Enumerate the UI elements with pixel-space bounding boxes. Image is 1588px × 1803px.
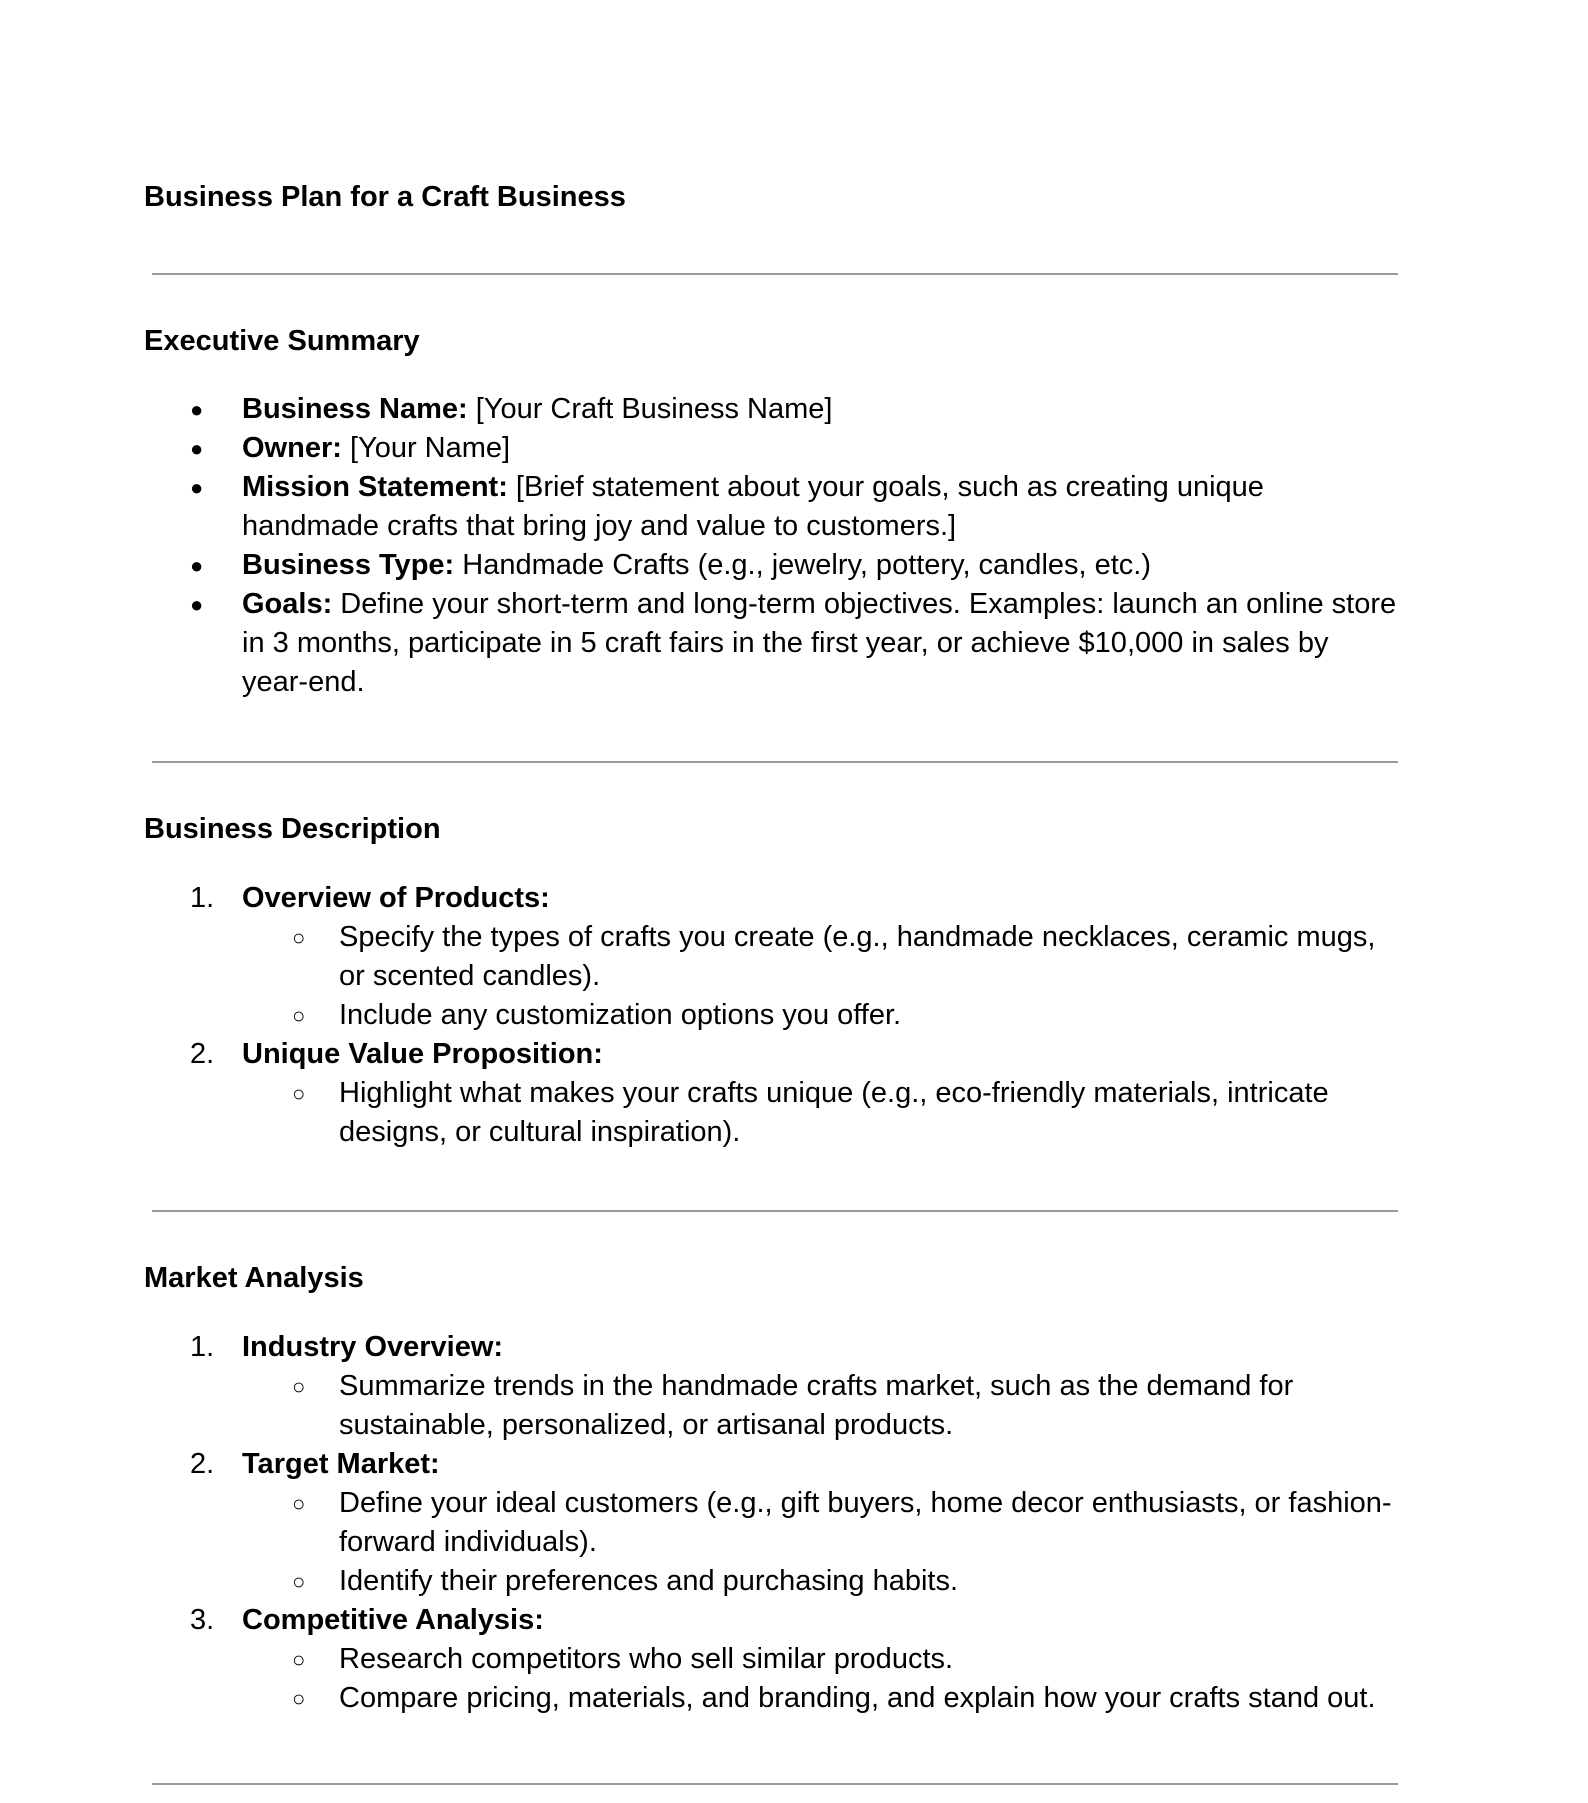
- sublist: [0, 918, 1588, 1035]
- item-text: [Your Name]: [341, 432, 511, 464]
- circle-bullet-icon: ○: [292, 1081, 306, 1106]
- sublist: [0, 1074, 1588, 1152]
- item-label: Business Type:: [242, 549, 455, 581]
- sublist-item: ○ Define your ideal customers (e.g., gift buyers, home decor enthusiasts, or fashion-forward individuals).: [0, 1484, 1588, 1562]
- horizontal-rule: [152, 273, 1398, 275]
- list-item-industry-overview: [0, 1328, 1588, 1445]
- circle-bullet-icon: ○: [292, 1686, 306, 1711]
- item-label: Industry Overview:: [242, 1331, 504, 1363]
- bullet-icon: ●: [190, 553, 204, 578]
- executive-summary-heading: Executive Summary: [144, 325, 420, 357]
- list-item-overview-of-products: [0, 879, 1588, 1035]
- list-number: 2.: [190, 1038, 215, 1070]
- item-text: Handmade Crafts (e.g., jewelry, pottery, candles, etc.): [454, 549, 1152, 581]
- item-label: Business Name:: [242, 393, 468, 425]
- list-item-goals: [0, 585, 1588, 702]
- document-title: Business Plan for a Craft Business: [144, 181, 626, 213]
- horizontal-rule: [152, 761, 1398, 763]
- list-item-unique-value-proposition: [0, 1035, 1588, 1152]
- sublist-item: ○ Include any customization options you offer.: [0, 996, 1588, 1035]
- bullet-icon: ●: [190, 397, 204, 422]
- circle-bullet-icon: ○: [292, 1491, 306, 1516]
- sublist: [0, 1484, 1588, 1601]
- circle-bullet-icon: ○: [292, 1003, 306, 1028]
- sublist-item: ○ Highlight what makes your crafts unique (e.g., eco-friendly materials, intricate designs, or cultural inspiration).: [0, 1074, 1588, 1152]
- bullet-icon: ●: [190, 475, 204, 500]
- item-text: Define your short-term and long-term objectives. Examples: launch an online store in 3 months, participate in 5 craft fairs in the first year, or achieve $10,000 in sales by year-end.: [242, 588, 1397, 698]
- horizontal-rule: [152, 1210, 1398, 1212]
- item-label: Overview of Products:: [242, 882, 550, 914]
- list-number: 3.: [190, 1604, 215, 1636]
- item-label: Goals:: [242, 588, 333, 620]
- item-label: Competitive Analysis:: [242, 1604, 544, 1636]
- circle-bullet-icon: ○: [292, 1569, 306, 1594]
- market-analysis-heading: Market Analysis: [144, 1262, 364, 1294]
- list-item-business-type: [0, 546, 1588, 585]
- item-label: Unique Value Proposition:: [242, 1038, 603, 1070]
- executive-summary-list: [0, 390, 1588, 702]
- circle-bullet-icon: ○: [292, 925, 306, 950]
- item-text: [Your Craft Business Name]: [467, 393, 833, 425]
- list-item-target-market: [0, 1445, 1588, 1601]
- item-text: [Brief statement about your goals, such as creating unique handmade crafts that bring joy and value to customers.]: [242, 471, 1264, 542]
- sublist-item: ○ Compare pricing, materials, and branding, and explain how your crafts stand out.: [0, 1679, 1588, 1718]
- list-number: 1.: [190, 1331, 215, 1363]
- sublist: [0, 1640, 1588, 1718]
- sublist: [0, 1367, 1588, 1445]
- list-item-business-name: [0, 390, 1588, 429]
- item-label: Owner:: [242, 432, 342, 464]
- business-description-list: [0, 879, 1588, 1152]
- circle-bullet-icon: ○: [292, 1647, 306, 1672]
- circle-bullet-icon: ○: [292, 1374, 306, 1399]
- sublist-item: ○ Research competitors who sell similar products.: [0, 1640, 1588, 1679]
- list-item-competitive-analysis: [0, 1601, 1588, 1718]
- list-number: 2.: [190, 1448, 215, 1480]
- item-label: Mission Statement:: [242, 471, 508, 503]
- market-analysis-list: [0, 1328, 1588, 1718]
- business-description-heading: Business Description: [144, 813, 441, 845]
- bullet-icon: ●: [190, 436, 204, 461]
- list-number: 1.: [190, 882, 215, 914]
- item-label: Target Market:: [242, 1448, 440, 1480]
- list-item-mission-statement: [0, 468, 1588, 546]
- horizontal-rule: [152, 1783, 1398, 1785]
- sublist-item: ○ Identify their preferences and purchasing habits.: [0, 1562, 1588, 1601]
- sublist-item: ○ Specify the types of crafts you create (e.g., handmade necklaces, ceramic mugs, or scented candles).: [0, 918, 1588, 996]
- list-item-owner: [0, 429, 1588, 468]
- sublist-item: ○ Summarize trends in the handmade crafts market, such as the demand for sustainable, personalized, or artisanal products.: [0, 1367, 1588, 1445]
- bullet-icon: ●: [190, 592, 204, 617]
